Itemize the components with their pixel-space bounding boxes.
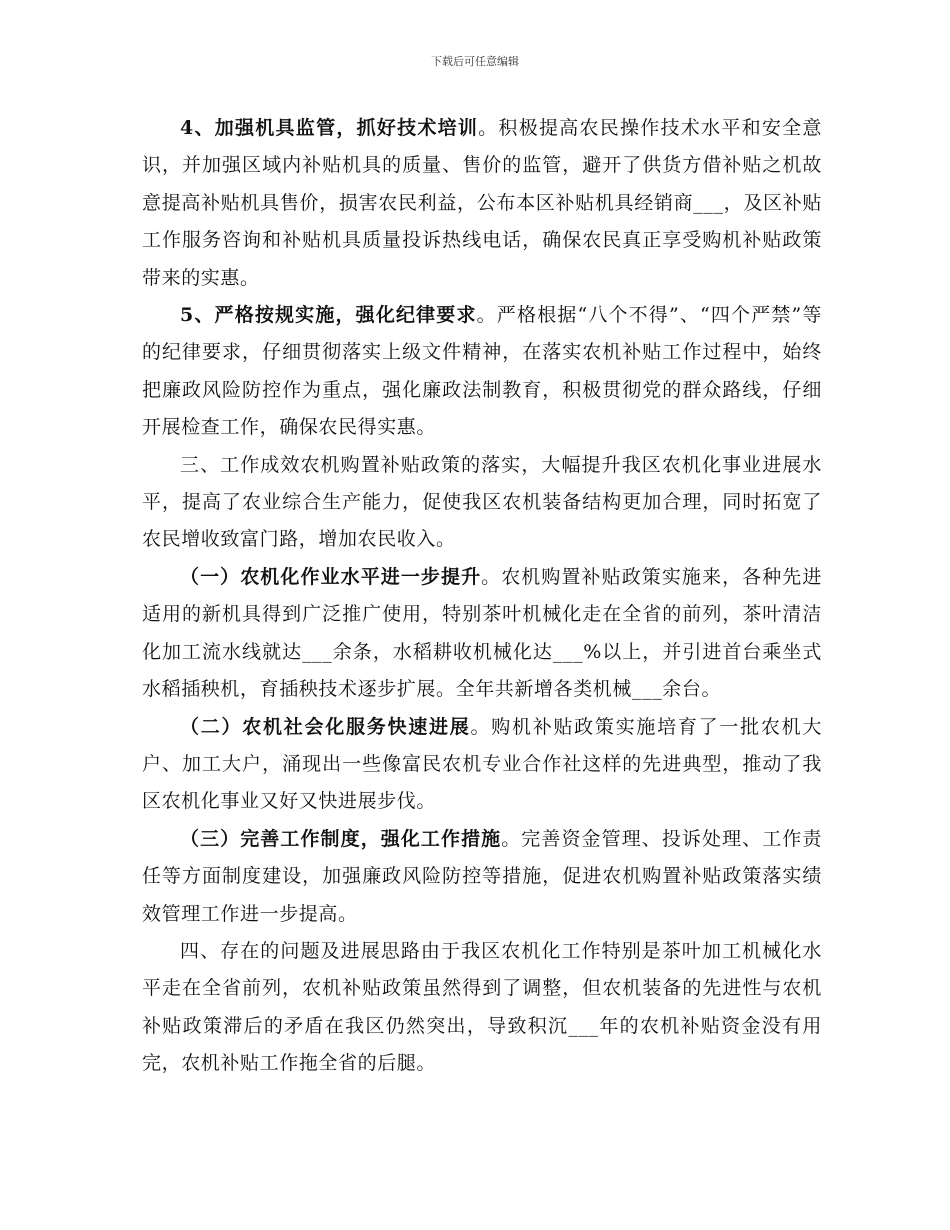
paragraph-heading: （一）农机化作业水平进一步提升 bbox=[180, 565, 482, 588]
paragraph-subsection-3 bbox=[142, 821, 822, 933]
paragraph-heading: 4、加强机具监管，抓好技术培训 bbox=[180, 117, 479, 139]
paragraph-section-3 bbox=[142, 447, 822, 559]
paragraph-text: 三、工作成效农机购置补贴政策的落实，大幅提升我区农机化事业进展水平，提高了农业综合生产能力，促使我区农机装备结构更加合理，同时拓宽了农民增收致富门路，增加农民收入。 bbox=[142, 453, 822, 551]
paragraph-text: 四、存在的问题及进展思路由于我区农机化工作特别是茶叶加工机械化水平走在全省前列，农机补贴政策虽然得到了调整，但农机装备的先进性与农机补贴政策滞后的矛盾在我区仍然突出，导致积沉___年的农机补贴资金没有用完，农机补贴工作拖全省的后腿。 bbox=[142, 939, 822, 1075]
page-header: 下载后可任意编辑 bbox=[431, 55, 519, 68]
document-body bbox=[142, 110, 822, 1083]
paragraph-item-5 bbox=[142, 297, 822, 447]
paragraph-heading: （三）完善工作制度，强化工作措施 bbox=[180, 827, 502, 850]
paragraph-item-4 bbox=[142, 110, 822, 297]
paragraph-heading: 5、严格按规实施，强化纪律要求 bbox=[180, 304, 477, 327]
paragraph-text: 。积极提高农民操作技术水平和安全意识，并加强区域内补贴机具的质量、售价的监管，避开了供货方借补贴之机故意提高补贴机具售价，损害农民利益，公布本区补贴机具经销商___，及区补贴工作服务咨询和补贴机具质量投诉热线电话，确保农民真正享受购机补贴政策带来的实惠。 bbox=[142, 117, 822, 289]
paragraph-subsection-2 bbox=[142, 709, 822, 821]
paragraph-text: 。购机补贴政策实施培育了一批农机大户、加工大户，涌现出一些像富民农机专业合作社这样的先进典型，推动了我区农机化事业又好又快进展步伐。 bbox=[142, 715, 822, 813]
paragraph-text: 。严格根据“八个不得”、“四个严禁”等的纪律要求，仔细贯彻落实上级文件精神，在落实农机补贴工作过程中，始终把廉政风险防控作为重点，强化廉政法制教育，积极贯彻党的群众路线，仔细开展检查工作，确保农民得实惠。 bbox=[142, 304, 822, 439]
paragraph-text: 。完善资金管理、投诉处理、工作责任等方面制度建设，加强廉政风险防控等措施，促进农机购置补贴政策落实绩效管理工作进一步提高。 bbox=[142, 827, 822, 925]
paragraph-text: 。农机购置补贴政策实施来，各种先进适用的新机具得到广泛推广使用，特别茶叶机械化走在全省的前列，茶叶清洁化加工流水线就达___余条，水稻耕收机械化达___%以上，并引进首台乘坐式水稻插秧机，育插秧技术逐步扩展。全年共新增各类机械___余台。 bbox=[142, 565, 822, 701]
paragraph-heading: （二）农机社会化服务快速进展 bbox=[180, 715, 471, 738]
paragraph-subsection-1 bbox=[142, 559, 822, 709]
paragraph-section-4 bbox=[142, 933, 822, 1083]
